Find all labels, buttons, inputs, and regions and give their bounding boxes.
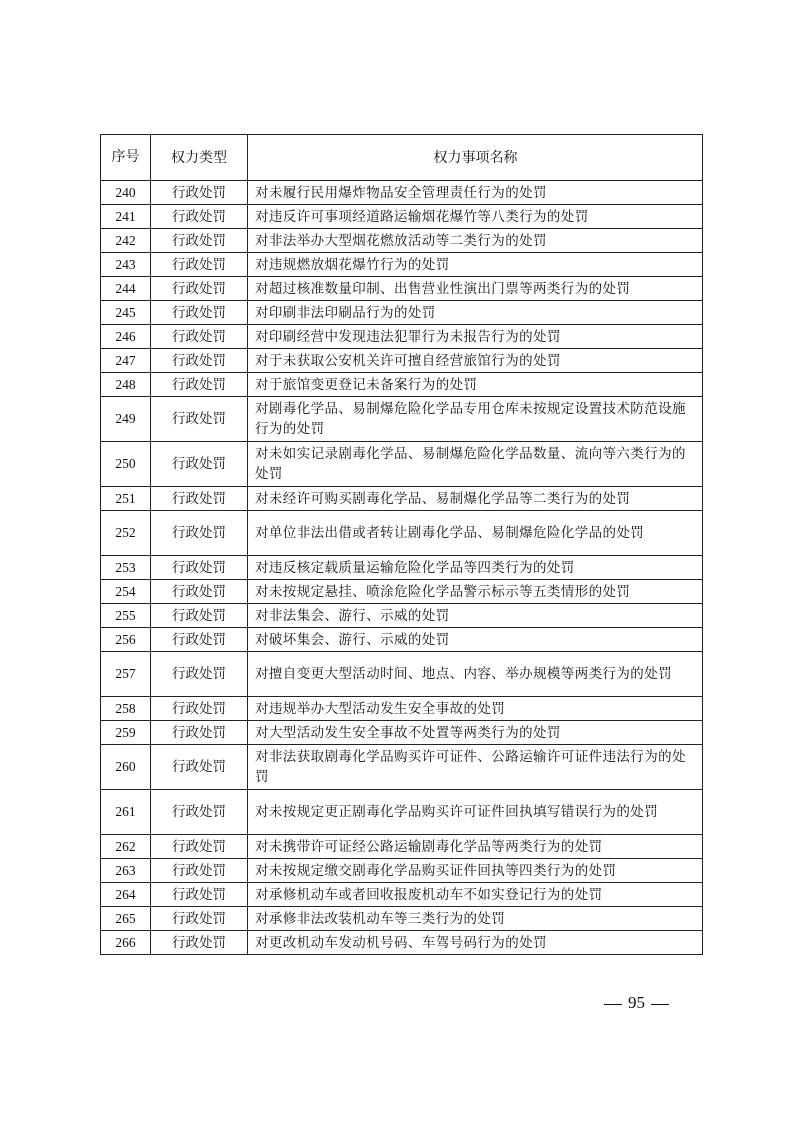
table-row [101, 907, 703, 931]
row-power-type: 行政处罚 [151, 697, 248, 721]
row-power-item-name: 对破坏集会、游行、示威的处罚 [248, 628, 703, 652]
header-serial-number: 序号 [101, 135, 151, 181]
table-row [101, 442, 703, 487]
row-power-item-name: 对非法集会、游行、示威的处罚 [248, 604, 703, 628]
row-power-type: 行政处罚 [151, 721, 248, 745]
row-power-item-name: 对未按规定悬挂、喷涂危险化学品警示标示等五类情形的处罚 [248, 580, 703, 604]
row-power-item-name: 对非法举办大型烟花燃放活动等二类行为的处罚 [248, 229, 703, 253]
row-power-type: 行政处罚 [151, 745, 248, 790]
table-row [101, 487, 703, 511]
table-row [101, 628, 703, 652]
table-row [101, 349, 703, 373]
row-power-type: 行政处罚 [151, 931, 248, 955]
table-row [101, 859, 703, 883]
row-serial-number: 249 [101, 397, 151, 442]
row-power-type: 行政处罚 [151, 442, 248, 487]
row-power-item-name: 对未按规定缴交剧毒化学品购买证件回执等四类行为的处罚 [248, 859, 703, 883]
table-row [101, 373, 703, 397]
row-power-item-name: 对违反许可事项经道路运输烟花爆竹等八类行为的处罚 [248, 205, 703, 229]
table-row [101, 301, 703, 325]
table-row [101, 790, 703, 835]
row-power-type: 行政处罚 [151, 325, 248, 349]
row-power-type: 行政处罚 [151, 253, 248, 277]
row-power-type: 行政处罚 [151, 277, 248, 301]
table-row [101, 580, 703, 604]
row-power-type: 行政处罚 [151, 556, 248, 580]
row-power-type: 行政处罚 [151, 580, 248, 604]
row-serial-number: 262 [101, 835, 151, 859]
row-serial-number: 243 [101, 253, 151, 277]
row-serial-number: 250 [101, 442, 151, 487]
table-header-row [101, 135, 703, 181]
row-power-item-name: 对非法获取剧毒化学品购买许可证件、公路运输许可证件违法行为的处罚 [248, 745, 703, 790]
powers-table [100, 134, 703, 955]
row-serial-number: 266 [101, 931, 151, 955]
row-power-type: 行政处罚 [151, 859, 248, 883]
row-power-item-name: 对超过核准数量印制、出售营业性演出门票等两类行为的处罚 [248, 277, 703, 301]
row-power-type: 行政处罚 [151, 301, 248, 325]
page-number: 95 [628, 993, 645, 1012]
table-row [101, 205, 703, 229]
row-power-item-name: 对擅自变更大型活动时间、地点、内容、举办规模等两类行为的处罚 [248, 652, 703, 697]
table-row [101, 181, 703, 205]
page-footer [598, 993, 675, 1013]
row-serial-number: 248 [101, 373, 151, 397]
row-serial-number: 241 [101, 205, 151, 229]
row-power-item-name: 对未按规定更正剧毒化学品购买许可证件回执填写错误行为的处罚 [248, 790, 703, 835]
row-power-item-name: 对承修非法改装机动车等三类行为的处罚 [248, 907, 703, 931]
row-serial-number: 261 [101, 790, 151, 835]
row-serial-number: 259 [101, 721, 151, 745]
row-power-item-name: 对未经许可购买剧毒化学品、易制爆化学品等二类行为的处罚 [248, 487, 703, 511]
table-row [101, 253, 703, 277]
row-power-type: 行政处罚 [151, 907, 248, 931]
row-power-type: 行政处罚 [151, 487, 248, 511]
table-row [101, 325, 703, 349]
table-row [101, 277, 703, 301]
table-body [101, 181, 703, 955]
row-serial-number: 256 [101, 628, 151, 652]
row-serial-number: 252 [101, 511, 151, 556]
table-row [101, 604, 703, 628]
table-row [101, 883, 703, 907]
row-serial-number: 253 [101, 556, 151, 580]
table-row [101, 511, 703, 556]
row-power-type: 行政处罚 [151, 349, 248, 373]
row-serial-number: 242 [101, 229, 151, 253]
row-power-item-name: 对未履行民用爆炸物品安全管理责任行为的处罚 [248, 181, 703, 205]
row-serial-number: 244 [101, 277, 151, 301]
row-power-type: 行政处罚 [151, 229, 248, 253]
row-serial-number: 258 [101, 697, 151, 721]
row-power-item-name: 对于未获取公安机关许可擅自经营旅馆行为的处罚 [248, 349, 703, 373]
row-power-type: 行政处罚 [151, 628, 248, 652]
table-row [101, 721, 703, 745]
footer-dash-left [604, 1004, 622, 1005]
row-power-item-name: 对未如实记录剧毒化学品、易制爆危险化学品数量、流向等六类行为的处罚 [248, 442, 703, 487]
row-power-item-name: 对更改机动车发动机号码、车驾号码行为的处罚 [248, 931, 703, 955]
row-serial-number: 265 [101, 907, 151, 931]
table-row [101, 745, 703, 790]
row-serial-number: 245 [101, 301, 151, 325]
header-power-type: 权力类型 [151, 135, 248, 181]
row-serial-number: 246 [101, 325, 151, 349]
row-power-item-name: 对未携带许可证经公路运输剧毒化学品等两类行为的处罚 [248, 835, 703, 859]
row-serial-number: 247 [101, 349, 151, 373]
row-power-item-name: 对承修机动车或者回收报废机动车不如实登记行为的处罚 [248, 883, 703, 907]
row-power-item-name: 对大型活动发生安全事故不处置等两类行为的处罚 [248, 721, 703, 745]
row-power-item-name: 对印刷经营中发现违法犯罪行为未报告行为的处罚 [248, 325, 703, 349]
row-power-type: 行政处罚 [151, 790, 248, 835]
table-row [101, 931, 703, 955]
row-power-item-name: 对于旅馆变更登记未备案行为的处罚 [248, 373, 703, 397]
row-power-type: 行政处罚 [151, 604, 248, 628]
row-serial-number: 251 [101, 487, 151, 511]
row-power-type: 行政处罚 [151, 883, 248, 907]
row-serial-number: 263 [101, 859, 151, 883]
row-serial-number: 264 [101, 883, 151, 907]
header-power-item-name: 权力事项名称 [248, 135, 703, 181]
row-power-type: 行政处罚 [151, 181, 248, 205]
row-serial-number: 260 [101, 745, 151, 790]
table-row [101, 835, 703, 859]
row-serial-number: 240 [101, 181, 151, 205]
table-row [101, 397, 703, 442]
row-power-type: 行政处罚 [151, 205, 248, 229]
row-power-item-name: 对违反核定载质量运输危险化学品等四类行为的处罚 [248, 556, 703, 580]
row-power-item-name: 对剧毒化学品、易制爆危险化学品专用仓库未按规定设置技术防范设施行为的处罚 [248, 397, 703, 442]
row-serial-number: 257 [101, 652, 151, 697]
row-power-item-name: 对印刷非法印刷品行为的处罚 [248, 301, 703, 325]
row-power-item-name: 对违规燃放烟花爆竹行为的处罚 [248, 253, 703, 277]
row-power-type: 行政处罚 [151, 373, 248, 397]
footer-dash-right [651, 1004, 669, 1005]
row-power-type: 行政处罚 [151, 652, 248, 697]
row-power-item-name: 对单位非法出借或者转让剧毒化学品、易制爆危险化学品的处罚 [248, 511, 703, 556]
table-row [101, 697, 703, 721]
row-power-type: 行政处罚 [151, 397, 248, 442]
table-row [101, 229, 703, 253]
table-row [101, 652, 703, 697]
row-power-type: 行政处罚 [151, 835, 248, 859]
row-serial-number: 254 [101, 580, 151, 604]
row-power-item-name: 对违规举办大型活动发生安全事故的处罚 [248, 697, 703, 721]
row-serial-number: 255 [101, 604, 151, 628]
table-row [101, 556, 703, 580]
row-power-type: 行政处罚 [151, 511, 248, 556]
